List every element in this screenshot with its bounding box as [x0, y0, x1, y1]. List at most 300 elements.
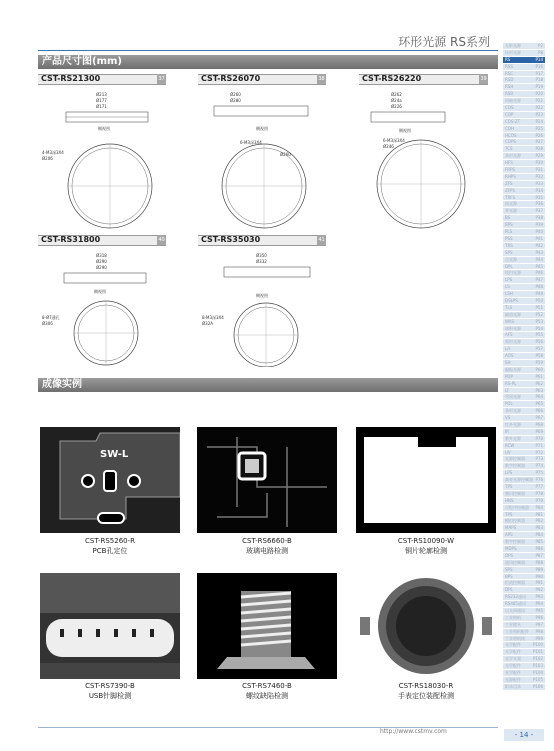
sidebar-item[interactable] [503, 422, 545, 429]
sidebar-item-page: P86 [535, 546, 543, 552]
sidebar-item-label: LT [505, 387, 510, 393]
sidebar-item-page: P70 [535, 435, 543, 441]
sidebar-item-label: TCS [505, 146, 513, 152]
sidebar-item-label: 光学配件 [505, 642, 521, 648]
dim-label: Ø280 [230, 98, 241, 103]
caption-model: CST-RS7460-B [242, 682, 292, 690]
sidebar-item-page: P31 [535, 167, 543, 173]
sidebar-item-page: P46 [535, 270, 543, 276]
sidebar-item[interactable] [503, 553, 545, 560]
sidebar-item[interactable] [503, 580, 545, 587]
sidebar-item[interactable] [503, 546, 545, 553]
dim-label: Ø171 [96, 104, 107, 109]
sidebar-item-page: P91 [535, 580, 543, 586]
sidebar-item[interactable] [503, 429, 545, 436]
sidebar-item[interactable] [503, 153, 545, 160]
sidebar-item[interactable] [503, 91, 545, 98]
sidebar-item-page: P51 [535, 304, 543, 310]
caption-model: CST-RS6660-B [242, 537, 292, 545]
sidebar-item-label: 数字控制器 [505, 463, 525, 469]
sidebar-item-page: P85 [535, 539, 543, 545]
sidebar-item-page: P81 [535, 511, 543, 517]
sidebar-item[interactable] [503, 512, 545, 519]
sidebar-item-label: 弧形光源 [505, 339, 521, 345]
sidebar-item-label: 线扫光源 [505, 270, 521, 276]
sidebar-item-page: P25 [535, 125, 543, 131]
sidebar-item[interactable] [503, 57, 545, 64]
sidebar-item-label: 工业相机配件 [505, 628, 529, 634]
dim-label: Ø318 [96, 253, 107, 258]
sidebar-item-page: P20 [535, 91, 543, 97]
sidebar-item-label: 同轴光源 [505, 98, 521, 104]
example-photo-watch [356, 573, 496, 679]
sidebar-item-label: COS [505, 105, 514, 111]
page-ref: 37 [158, 76, 165, 82]
dim-label: Ø24a [391, 98, 402, 103]
sidebar-item-page: P34 [535, 187, 543, 193]
sidebar-item[interactable] [503, 250, 545, 257]
sidebar-item[interactable] [503, 284, 545, 291]
sidebar-item-label: RCW [505, 442, 515, 448]
sidebar-item[interactable] [503, 346, 545, 353]
sidebar-item-page: P35 [535, 194, 543, 200]
sidebar-item[interactable] [503, 608, 545, 615]
sidebar-item-page: P59 [535, 359, 543, 365]
sidebar-item[interactable] [503, 560, 545, 567]
sidebar-item-page: P90 [535, 573, 543, 579]
sidebar-item[interactable] [503, 50, 545, 57]
sidebar-item-label: MDPS [505, 546, 517, 552]
sidebar-item[interactable] [503, 353, 545, 360]
sidebar-item-page: P83 [535, 525, 543, 531]
sidebar-item[interactable] [503, 105, 545, 112]
sidebar-item[interactable] [503, 160, 545, 167]
sidebar-item[interactable] [503, 594, 545, 601]
sidebar-item-label: 背光源 [505, 208, 517, 214]
sidebar-item[interactable] [503, 663, 545, 670]
sidebar-item-page: P62 [535, 380, 543, 386]
sidebar-item-page: P26 [535, 132, 543, 138]
sidebar-item[interactable] [503, 622, 545, 629]
sidebar-item-label: COH [505, 125, 514, 131]
example-photo-glass-circuit [197, 427, 337, 533]
sidebar-item-label: RSR [505, 91, 514, 97]
sidebar-item[interactable] [503, 339, 545, 346]
board-label: SW-L [100, 449, 129, 460]
sidebar-item[interactable] [503, 360, 545, 367]
sidebar-item-label: 无影光源 [505, 43, 521, 48]
sidebar-item-label: ZFS [505, 180, 513, 186]
sidebar-item[interactable] [503, 277, 545, 284]
example-photo-usb [40, 573, 180, 679]
sidebar-item[interactable] [503, 532, 545, 539]
sidebar-item[interactable] [503, 574, 545, 581]
side-view-label: 侧视图 [256, 126, 268, 131]
sidebar-item-label: 数字控制器 [505, 539, 525, 545]
caption [187, 536, 347, 556]
section-title: 产品尺寸图(mm) [42, 56, 122, 67]
sidebar-item-label: PDL [505, 401, 513, 407]
sidebar-item-label: 频闪控制器 [505, 490, 525, 496]
dimension-drawing [200, 247, 326, 367]
sidebar-item-label: HFS [505, 160, 513, 166]
sidebar-item[interactable] [503, 257, 545, 264]
dim-label: Ø177 [96, 98, 107, 103]
sidebar-item[interactable] [503, 656, 545, 663]
caption-model: CST-RS5260-R [84, 537, 135, 545]
sidebar-item[interactable] [503, 642, 545, 649]
sidebar-item[interactable] [503, 84, 545, 91]
sidebar-item[interactable] [503, 332, 545, 339]
sidebar-item-page: P21 [535, 98, 543, 104]
sidebar-item-page: P29 [535, 153, 543, 159]
pcd-label: Ø206 [42, 156, 53, 161]
sidebar-item[interactable] [503, 601, 545, 608]
sidebar-item-page: P28 [535, 146, 543, 152]
sidebar-item[interactable] [503, 77, 545, 84]
sidebar-item-page: P37 [535, 208, 543, 214]
holes-label: 4-M3深3X4 [42, 150, 64, 155]
sidebar-item[interactable] [503, 305, 545, 312]
sidebar-item-label: 球积光源 [505, 325, 521, 331]
side-view-label: 侧视图 [256, 293, 268, 298]
dim-label: Ø290 [96, 265, 107, 270]
sidebar-item-page: P102 [532, 656, 543, 662]
sidebar-item-label: RS [505, 56, 511, 62]
sidebar-item[interactable] [503, 677, 545, 684]
sidebar-item[interactable] [503, 670, 545, 677]
example-photo-thread [197, 573, 337, 679]
sidebar-item-label: SPS [505, 249, 513, 255]
dim-label: Ø262 [391, 92, 402, 97]
sidebar-item[interactable] [503, 188, 545, 195]
sidebar-item-label: TPS [505, 484, 513, 489]
side-view-label: 侧视图 [399, 128, 411, 133]
holes-label: 8-M3深3X4 [202, 315, 224, 320]
sidebar-item-label: 穹顶光源 [505, 394, 521, 400]
sidebar-item[interactable] [503, 291, 545, 298]
caption [30, 681, 190, 701]
sidebar-item-label: RS485通讯 [505, 601, 526, 607]
dim-label: Ø260 [230, 92, 241, 97]
sidebar-item-page: P50 [535, 297, 543, 303]
sidebar-item-label: 条形光源 [505, 153, 521, 159]
sidebar-item-page: P71 [535, 442, 543, 448]
header-rule [38, 50, 498, 51]
sidebar-item[interactable] [503, 112, 545, 119]
sidebar-item-page: P76 [535, 477, 543, 483]
sidebar-item[interactable] [503, 319, 545, 326]
sidebar-item[interactable] [503, 139, 545, 146]
sidebar-item-page: P78 [535, 490, 543, 496]
sidebar-item-page: P66 [535, 408, 543, 414]
sidebar-item-label: BS [505, 215, 511, 221]
sidebar-item-label: 工业相机线 [505, 635, 525, 641]
sidebar-item-page: P33 [535, 180, 543, 186]
sidebar-item-label: BPS [505, 573, 513, 579]
sidebar-item-page: P56 [535, 339, 543, 345]
sidebar-item-label: COPS [505, 139, 516, 145]
sidebar-item[interactable] [503, 539, 545, 546]
holes-label: 8-Ø7通孔 [42, 315, 60, 320]
sidebar-item[interactable] [503, 167, 545, 174]
sidebar-item-page: P54 [535, 325, 543, 331]
sidebar-item-label: SPS [505, 566, 513, 572]
sidebar-item-page: P23 [535, 111, 543, 117]
sidebar-item-page: P30 [535, 160, 543, 166]
caption [346, 536, 506, 556]
sidebar-item-label: DPS [505, 552, 514, 558]
sidebar-item-page: P74 [535, 463, 543, 469]
sidebar-item-page: P49 [535, 291, 543, 297]
sidebar-item[interactable] [503, 374, 545, 381]
sidebar-item[interactable] [503, 146, 545, 153]
sidebar-item[interactable] [503, 222, 545, 229]
sidebar-item[interactable] [503, 525, 545, 532]
sidebar-item-label: 光学配件 [505, 649, 521, 655]
caption-desc: 螺纹缺陷检测 [246, 692, 288, 700]
section-title: 成像实例 [42, 379, 82, 390]
sidebar-item-page: P100 [532, 642, 543, 648]
sidebar-item-page: P87 [535, 552, 543, 558]
sidebar-item-label: BPS [505, 222, 513, 228]
sidebar-item[interactable] [503, 684, 545, 691]
sidebar-item[interactable] [503, 408, 545, 415]
sidebar-item-page: P97 [535, 621, 543, 627]
sidebar-item-page: P92 [535, 587, 543, 593]
sidebar-item-page: P24 [535, 118, 543, 124]
sidebar-item-label: 面光源 [505, 201, 517, 207]
product-name: CST-RS35030 [201, 235, 261, 244]
page-title: 环形光源 RS系列 [398, 35, 490, 49]
sidebar-item[interactable] [503, 229, 545, 236]
caption-desc: PCB孔定位 [92, 547, 128, 555]
sidebar-item-label: RSH [505, 84, 514, 90]
dim-label: Ø350 [256, 253, 267, 258]
product-bar [198, 235, 326, 246]
sidebar-item[interactable] [503, 43, 545, 50]
sidebar-item-label: 高亮光源控制器 [505, 477, 533, 483]
sidebar-item-label: RS232通讯 [505, 594, 526, 600]
side-view-label: 侧视图 [98, 126, 110, 131]
sidebar-item-label: DPL [505, 263, 513, 269]
sidebar-item[interactable] [503, 649, 545, 656]
sidebar-item[interactable] [503, 264, 545, 271]
sidebar-item-page: P98 [535, 628, 543, 634]
sidebar-item-label: TRFS [505, 194, 515, 200]
sidebar-item[interactable] [503, 415, 545, 422]
product-name: CST-RS21300 [41, 74, 101, 83]
sidebar-item-label: 条形光源 [505, 408, 521, 414]
sidebar-item-label: 红外光源 [505, 421, 521, 427]
sidebar-item[interactable] [503, 388, 545, 395]
caption [187, 681, 347, 701]
sidebar-item-label: HNS [505, 497, 514, 503]
sidebar-item-label: LA [505, 346, 511, 352]
sidebar-item[interactable] [503, 477, 545, 484]
sidebar-item[interactable] [503, 450, 545, 457]
sidebar-item-page: P105 [532, 676, 543, 682]
sidebar-item-label: DSLPS [505, 297, 518, 303]
sidebar-item-label: LSH [505, 291, 513, 297]
dim-label: Ø226 [391, 104, 402, 109]
product-bar [38, 74, 166, 85]
sidebar-item-label: 工业镜头 [505, 621, 521, 627]
sidebar-item-label: PSS [505, 235, 513, 241]
sidebar-item[interactable] [503, 201, 545, 208]
dimension-drawing [40, 247, 166, 367]
sidebar-item[interactable] [503, 484, 545, 491]
page-ref: 40 [158, 237, 165, 243]
sidebar-item-label: 以太网通讯 [505, 608, 525, 614]
dimension-drawing [200, 86, 326, 232]
pcd-label: Ø246 [383, 144, 394, 149]
sidebar-item-label: VS [505, 415, 511, 421]
sidebar-item-label: RHPS [505, 173, 516, 179]
sidebar-item-page: P58 [535, 353, 543, 359]
example-photo-copper [356, 427, 496, 533]
sidebar-item[interactable] [503, 381, 545, 388]
sidebar-item-label: LPS [505, 277, 513, 283]
sidebar-item[interactable] [503, 126, 545, 133]
sidebar-item-page: P39 [535, 222, 543, 228]
sidebar-item-page: P16 [535, 63, 543, 69]
sidebar-item-page: P18 [535, 77, 543, 83]
sidebar-item-page: P79 [535, 497, 543, 503]
sidebar-item[interactable] [503, 567, 545, 574]
sidebar-item-label: DPL [505, 587, 513, 593]
sidebar-item-label: SH [505, 359, 511, 365]
sidebar-item[interactable] [503, 443, 545, 450]
sidebar-item-page: P99 [535, 635, 543, 641]
sidebar-item-label: RS-PL [505, 380, 517, 386]
sidebar-item-page: P96 [535, 614, 543, 620]
sidebar-item-page: P57 [535, 346, 543, 352]
caption-desc: USB针脚检测 [88, 692, 132, 700]
sidebar-item[interactable] [503, 470, 545, 477]
sidebar-item-page: P63 [535, 387, 543, 393]
sidebar-item[interactable] [503, 181, 545, 188]
sidebar-item-label: 光源配件 [505, 676, 521, 682]
sidebar-item-page: P69 [535, 428, 543, 434]
section-header-dimensions [38, 55, 498, 69]
dimension-drawing [40, 86, 166, 232]
sidebar-item-label: MAPS [505, 525, 517, 531]
sidebar-item-label: IR [505, 428, 509, 434]
sidebar-item-label: TPS [505, 511, 513, 517]
sidebar-item[interactable] [503, 174, 545, 181]
caption [30, 536, 190, 556]
sidebar-item[interactable] [503, 215, 545, 222]
sidebar-item-page: P75 [535, 470, 543, 476]
sidebar-item-label: TLS [505, 304, 513, 310]
sidebar-item[interactable] [503, 463, 545, 470]
caption-desc: 铜片轮廓检测 [405, 547, 447, 555]
sidebar-item[interactable] [503, 133, 545, 140]
sidebar-item-page: P94 [535, 601, 543, 607]
sidebar-item-page: P17 [535, 70, 543, 76]
product-bar [359, 74, 488, 85]
sidebar-item[interactable] [503, 615, 545, 622]
sidebar-item-label: APS [505, 532, 513, 538]
sidebar-item[interactable] [503, 498, 545, 505]
sidebar-item-page: P14 [535, 56, 543, 62]
sidebar-index [503, 43, 545, 691]
sidebar-item-page: P44 [535, 256, 543, 262]
sidebar-item-page: P22 [535, 105, 543, 111]
product-name: CST-RS26070 [201, 74, 261, 83]
example-photo-pcb [40, 427, 180, 533]
sidebar-item-label: PLS [505, 229, 513, 235]
sidebar-item-page: P73 [535, 456, 543, 462]
sidebar-item-label: 隧道光源 [505, 311, 521, 317]
holes-label: 6-M3深3X4 [240, 140, 262, 145]
sidebar-item[interactable] [503, 367, 545, 374]
sidebar-item[interactable] [503, 270, 545, 277]
sidebar-item[interactable] [503, 98, 545, 105]
sidebar-item[interactable] [503, 505, 545, 512]
sidebar-item[interactable] [503, 636, 545, 643]
sidebar-item-page: P27 [535, 139, 543, 145]
sidebar-item[interactable] [503, 312, 545, 319]
sidebar-item[interactable] [503, 326, 545, 333]
sidebar-item-label: ZFPS [505, 187, 515, 193]
sidebar-item-page: P53 [535, 318, 543, 324]
sidebar-item[interactable] [503, 243, 545, 250]
dimension-drawing [361, 86, 487, 232]
sidebar-item[interactable] [503, 119, 545, 126]
product-name: CST-RS26220 [362, 74, 422, 83]
sidebar-item-label: PDP [505, 373, 513, 379]
sidebar-item-page: P43 [535, 249, 543, 255]
sidebar-item-page: P61 [535, 373, 543, 379]
sidebar-item[interactable] [503, 401, 545, 408]
sidebar-item[interactable] [503, 518, 545, 525]
sidebar-item[interactable] [503, 629, 545, 636]
sidebar-item-page: P104 [532, 670, 543, 676]
sidebar-item[interactable] [503, 394, 545, 401]
sidebar-item[interactable] [503, 298, 545, 305]
sidebar-item-label: 偏振光源 [505, 366, 521, 372]
pcd-label: Ø32A [202, 321, 213, 326]
sidebar-item[interactable] [503, 208, 545, 215]
sidebar-item-page: P8 [538, 49, 543, 55]
pcd-label: Ø306 [42, 321, 53, 326]
product-bar [38, 235, 166, 246]
footer-url[interactable]: http://www.cstmv.com [380, 728, 447, 735]
sidebar-item[interactable] [503, 436, 545, 443]
sidebar-item[interactable] [503, 587, 545, 594]
sidebar-item[interactable] [503, 195, 545, 202]
sidebar-item[interactable] [503, 71, 545, 78]
caption [346, 681, 506, 701]
sidebar-item[interactable] [503, 236, 545, 243]
sidebar-item-page: P93 [535, 594, 543, 600]
page-ref: 41 [318, 237, 325, 243]
sidebar-item-label: 恒流控制器 [505, 580, 525, 586]
caption-desc: 手表定位装配检测 [398, 692, 454, 700]
sidebar-item-label: 点光源 [505, 256, 517, 262]
sidebar-item-page: P80 [535, 504, 543, 510]
sidebar-item[interactable] [503, 491, 545, 498]
sidebar-item-page: P48 [535, 284, 543, 290]
sidebar-item[interactable] [503, 64, 545, 71]
product-name: CST-RS31800 [41, 235, 101, 244]
pcd-label: Ø260 [280, 152, 291, 157]
sidebar-item-label: 光学配件 [505, 670, 521, 676]
caption-model: CST-RS7390-B [85, 682, 135, 690]
sidebar-item[interactable] [503, 456, 545, 463]
